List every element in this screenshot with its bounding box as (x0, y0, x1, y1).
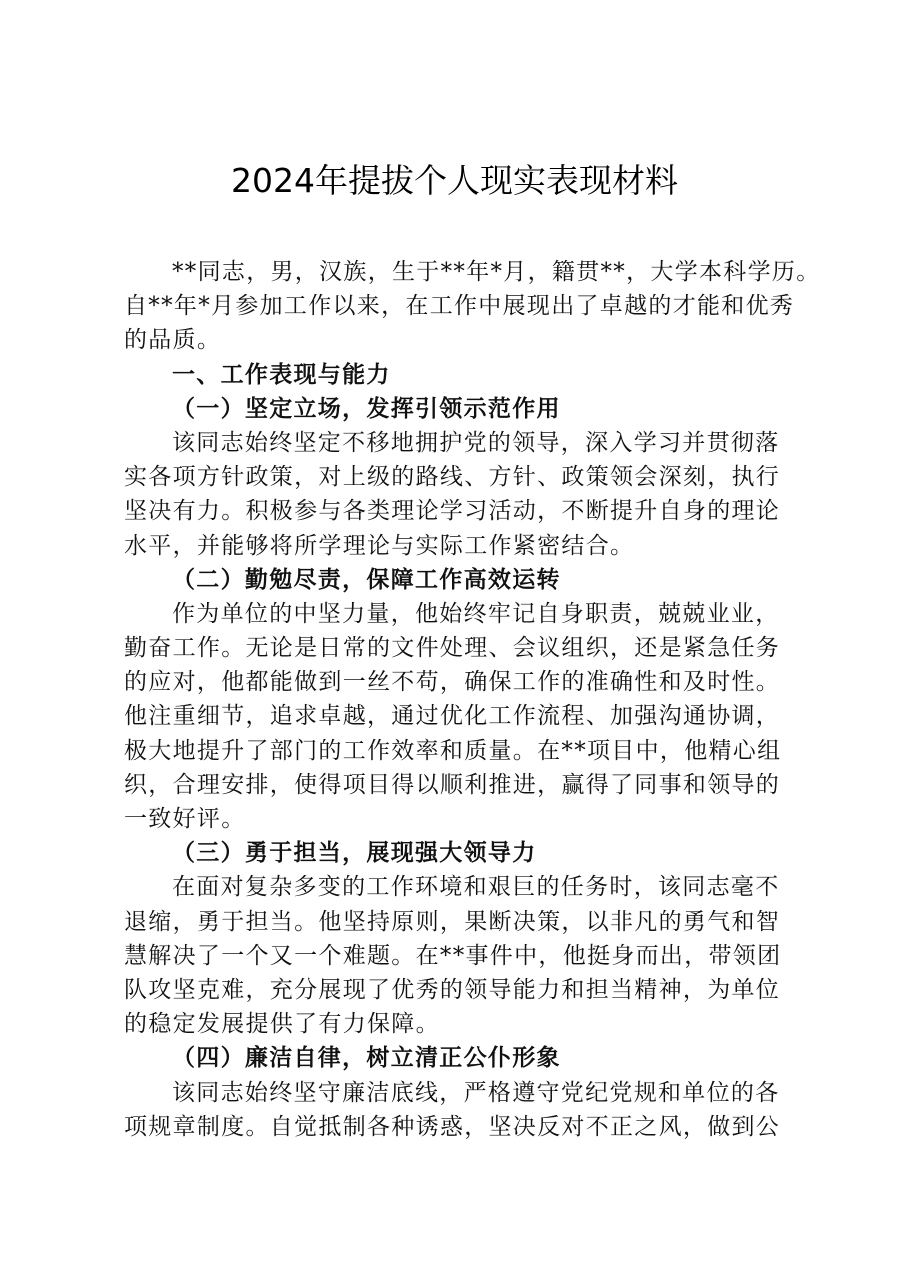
paragraph-line: **同志，男，汉族，生于**年*月，籍贯**，大学本科学历。 (172, 259, 821, 285)
paragraph-line: 作为单位的中坚力量，他始终牢记自身职责，兢兢业业， (172, 600, 780, 627)
document-title: 2024年提拔个人现实表现材料 (231, 161, 678, 200)
paragraph-line: 水平，并能够将所学理论与实际工作紧密结合。 (124, 532, 635, 559)
paragraph-line: 他注重细节，追求卓越，通过优化工作流程、加强沟通协调， (124, 703, 781, 730)
paragraph-line: 退缩，勇于担当。他坚持原则，果断决策，以非凡的勇气和智 (124, 908, 781, 935)
paragraph-line: 坚决有力。积极参与各类理论学习活动，不断提升自身的理论 (124, 498, 781, 525)
section-heading: 一、工作表现与能力 (172, 361, 391, 388)
subsection-heading: （三）勇于担当，展现强大领导力 (172, 839, 537, 867)
paragraph-line: 项规章制度。自觉抵制各种诱惑，坚决反对不正之风，做到公 (124, 1113, 781, 1140)
paragraph-line: 在面对复杂多变的工作环境和艰巨的任务时，该同志毫不 (172, 874, 780, 901)
document-body (124, 255, 821, 1144)
paragraph-line: 极大地提升了部门的工作效率和质量。在**项目中，他精心组 (124, 737, 782, 764)
paragraph-line: 的品质。 (124, 327, 222, 354)
subsection-heading: （二）勤勉尽责，保障工作高效运转 (172, 565, 561, 593)
paragraph-line: 慧解决了一个又一个难题。在**事件中，他挺身而出，带领团 (124, 942, 782, 969)
paragraph-line: 的稳定发展提供了有力保障。 (124, 1011, 440, 1038)
paragraph-line: 该同志始终坚守廉洁底线，严格遵守党纪党规和单位的各 (172, 1079, 780, 1106)
subsection-heading: （四）廉洁自律，树立清正公仆形象 (172, 1044, 561, 1072)
paragraph-line: 队攻坚克难，充分展现了优秀的领导能力和担当精神，为单位 (124, 976, 781, 1003)
paragraph-line: 勤奋工作。无论是日常的文件处理、会议组织，还是紧急任务 (124, 635, 781, 662)
paragraph-line: 自**年*月参加工作以来，在工作中展现出了卓越的才能和优秀 (124, 293, 795, 320)
subsection-heading: （一）坚定立场，发挥引领示范作用 (172, 394, 561, 422)
paragraph-line: 一致好评。 (124, 806, 246, 832)
paragraph-line: 织，合理安排，使得项目得以顺利推进，赢得了同事和领导的 (124, 771, 781, 798)
paragraph-line: 该同志始终坚定不移地拥护党的领导，深入学习并贯彻落 (172, 429, 780, 456)
paragraph-line: 实各项方针政策，对上级的路线、方针、政策领会深刻，执行 (124, 464, 781, 491)
paragraph-line: 的应对，他都能做到一丝不苟，确保工作的准确性和及时性。 (124, 669, 781, 696)
